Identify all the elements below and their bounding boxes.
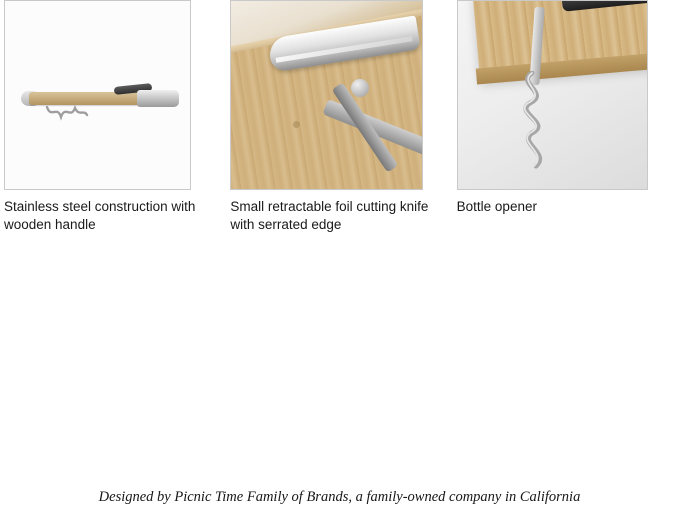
- corkscrew-spiral-icon: [506, 71, 576, 171]
- worm-spiral-icon: [45, 103, 89, 125]
- foil-cutting-knife-photo: [230, 0, 423, 190]
- steel-head: [137, 90, 179, 107]
- footer-text: Designed by Picnic Time Family of Brands, a family-owned company in California: [98, 489, 581, 505]
- feature-item: [230, 0, 448, 234]
- feature-item: [4, 0, 222, 234]
- feature-caption: Stainless steel construction with wooden handle: [4, 199, 196, 232]
- closed-corkscrew-photo: [4, 0, 191, 190]
- feature-caption: Bottle opener: [456, 199, 537, 214]
- feature-item: [457, 0, 675, 234]
- bottle-opener-photo: [457, 0, 648, 190]
- corkscrew-illustration: [19, 79, 179, 117]
- feature-row: [0, 0, 679, 234]
- feature-caption: Small retractable foil cutting knife with serrated edge: [230, 199, 429, 232]
